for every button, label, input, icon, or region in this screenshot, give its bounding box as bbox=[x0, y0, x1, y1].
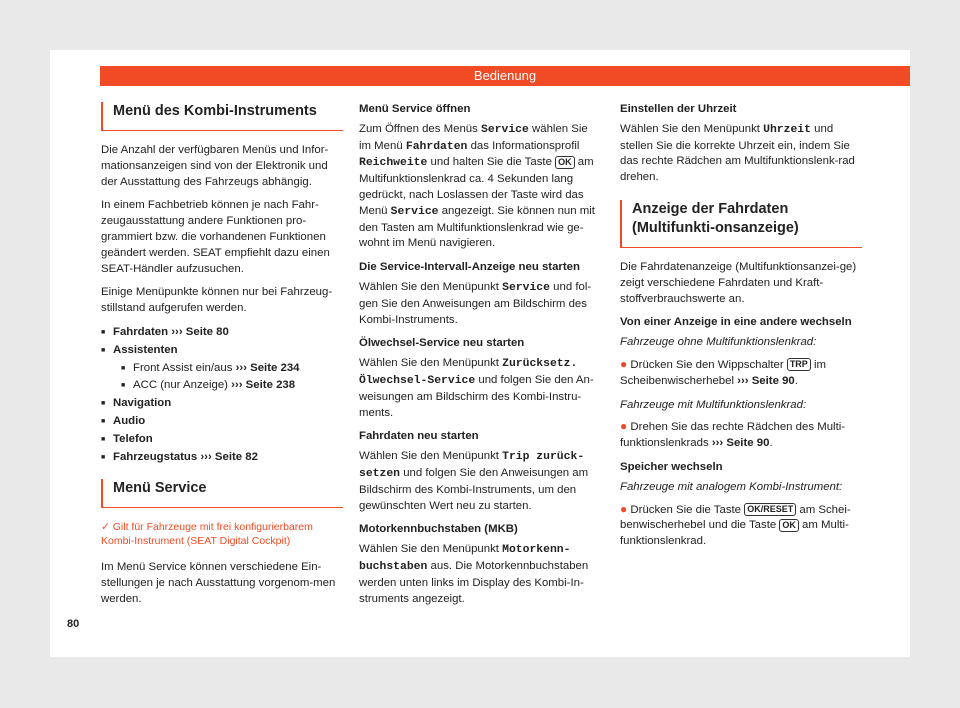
bullet-icon: ● bbox=[620, 501, 628, 516]
subheading: Speicher wechseln bbox=[620, 460, 723, 473]
list-item: ■ Telefon bbox=[101, 432, 343, 448]
ok-key-icon: OK bbox=[779, 519, 799, 532]
section-title-fahrdaten: Anzeige der Fahrdaten (Multifunkti-onsanzeige) bbox=[620, 200, 862, 248]
list-item: ■ Audio bbox=[101, 414, 343, 430]
paragraph: Einige Menüpunkte können nur bei Fahrzeug-stillstand aufgerufen werden. bbox=[101, 286, 333, 315]
paragraph: Wählen Sie den Menüpunkt Trip zurück-setzen und folgen Sie den Anweisungen am Bildschirm des Kombi-Instruments, um den gewünschten Wert neu zu starten. bbox=[359, 450, 589, 512]
subheading: Die Service-Intervall-Anzeige neu starten bbox=[359, 261, 580, 274]
page-number: 80 bbox=[67, 618, 80, 630]
section-header: Bedienung bbox=[100, 66, 910, 86]
subheading: Motorkennbuchstaben (MKB) bbox=[359, 523, 518, 536]
paragraph: Wählen Sie den Menüpunkt Uhrzeit und stellen Sie die korrekte Uhrzeit ein, indem Sie das rechte Rädchen am Multifunktionslenk-rad drehen. bbox=[620, 122, 855, 184]
page-link[interactable]: ››› Seite 82 bbox=[200, 450, 258, 463]
ok-reset-key-icon: OK/RESET bbox=[744, 503, 796, 516]
list-item: ■ Navigation bbox=[101, 396, 343, 412]
column-3 bbox=[620, 102, 862, 558]
sub-list bbox=[121, 361, 343, 395]
applicability-note: ✓ Gilt für Fahrzeuge mit frei konfigurierbarem Kombi-Instrument (SEAT Digital Cockpit) bbox=[101, 521, 313, 548]
step: ● Drehen Sie das rechte Rädchen des Multi-funktionslenkrads ››› Seite 90. bbox=[620, 419, 846, 450]
page-link[interactable]: ››› Seite 90 bbox=[711, 437, 770, 450]
list-item: ■ Front Assist ein/aus ››› Seite 234 bbox=[121, 361, 343, 377]
page-link[interactable]: ››› Seite 234 bbox=[235, 361, 300, 374]
bullet-icon: ● bbox=[620, 419, 628, 434]
list-item: ■ ACC (nur Anzeige) ››› Seite 238 bbox=[121, 378, 343, 394]
condition-label: Fahrzeuge ohne Multifunktionslenkrad: bbox=[620, 336, 817, 349]
list-item: ■ Fahrdaten ››› Seite 80 bbox=[101, 325, 343, 341]
section-title-service: Menü Service bbox=[101, 479, 343, 508]
bullet-icon: ● bbox=[620, 356, 628, 371]
paragraph: Die Anzahl der verfügbaren Menüs und Infor-mationsanzeigen sind von der Elektronik und der Ausstattung des Fahrzeugs abhängig. bbox=[101, 144, 329, 188]
paragraph: Die Fahrdatenanzeige (Multifunktionsanzei-ge) zeigt verschiedene Fahrdaten und Kraft-stoffverbrauchswerte an. bbox=[620, 260, 857, 305]
paragraph: Zum Öffnen des Menüs Service wählen Sie im Menü Fahrdaten das Informationsprofil Reichweite und halten Sie die Taste OK am Multifunktionslenkrad ca. 4 Sekunden lang gedrückt, nach Loslassen der Taste wird das Menü Service angezeigt. Sie können nun mit den Tasten am Multifunktionslenkrad wie ge-wohnt im Menü navigieren. bbox=[359, 122, 595, 250]
column-2 bbox=[359, 102, 601, 615]
subheading: Einstellen der Uhrzeit bbox=[620, 103, 737, 115]
column-1 bbox=[101, 102, 343, 616]
paragraph: Im Menü Service können verschiedene Ein-stellungen je nach Ausstattung vorgenom-men werden. bbox=[101, 561, 336, 605]
list-item: ■ Assistenten ■ Front Assist ein/aus ››› Seite 234 ■ ACC (nur Anzeige) ››› Seite 238 bbox=[101, 343, 343, 394]
page-link[interactable]: ››› Seite 80 bbox=[171, 325, 229, 338]
menu-list bbox=[101, 325, 343, 465]
subheading: Fahrdaten neu starten bbox=[359, 430, 479, 443]
subheading: Von einer Anzeige in eine andere wechseln bbox=[620, 316, 852, 329]
condition-label: Fahrzeuge mit analogem Kombi-Instrument: bbox=[620, 480, 843, 493]
subheading: Menü Service öffnen bbox=[359, 103, 471, 115]
section-title-kombi: Menü des Kombi-Instruments bbox=[101, 102, 343, 131]
condition-label: Fahrzeuge mit Multifunktionslenkrad: bbox=[620, 398, 807, 411]
manual-page bbox=[50, 50, 910, 657]
page-link[interactable]: ››› Seite 238 bbox=[231, 379, 296, 392]
check-icon: ✓ bbox=[101, 521, 110, 534]
ok-key-icon: OK bbox=[555, 156, 575, 169]
trp-key-icon: TRP bbox=[787, 358, 811, 371]
paragraph: Wählen Sie den Menüpunkt Service und fol-gen Sie den Anweisungen am Bildschirm des Kombi-Instruments. bbox=[359, 280, 592, 326]
step: ● Drücken Sie die Taste OK/RESET am Schei-benwischerhebel und die Taste OK am Multi-funktionslenkrad. bbox=[620, 501, 851, 548]
paragraph: Wählen Sie den Menüpunkt Motorkenn-buchstaben aus. Die Motorkennbuchstaben werden unten links im Display des Kombi-In-struments angezeigt. bbox=[359, 543, 589, 605]
list-item: ■ Fahrzeugstatus ››› Seite 82 bbox=[101, 450, 343, 466]
subheading: Ölwechsel-Service neu starten bbox=[359, 337, 525, 350]
paragraph: In einem Fachbetrieb können je nach Fahr-zeugausstattung andere Funktionen pro-grammiert bzw. die vorhandenen Funktionen geändert werden. SEAT empfiehlt dazu einen SEAT-Händler aufzusuchen. bbox=[101, 199, 330, 275]
page-link[interactable]: ››› Seite 90 bbox=[737, 374, 795, 387]
step: ● Drücken Sie den Wippschalter TRP im Scheibenwischerhebel ››› Seite 90. bbox=[620, 356, 827, 387]
paragraph: Wählen Sie den Menüpunkt Zurücksetz. Ölwechsel-Service und folgen Sie den An-weisungen am Bildschirm des Kombi-Instru-ments. bbox=[359, 357, 594, 419]
